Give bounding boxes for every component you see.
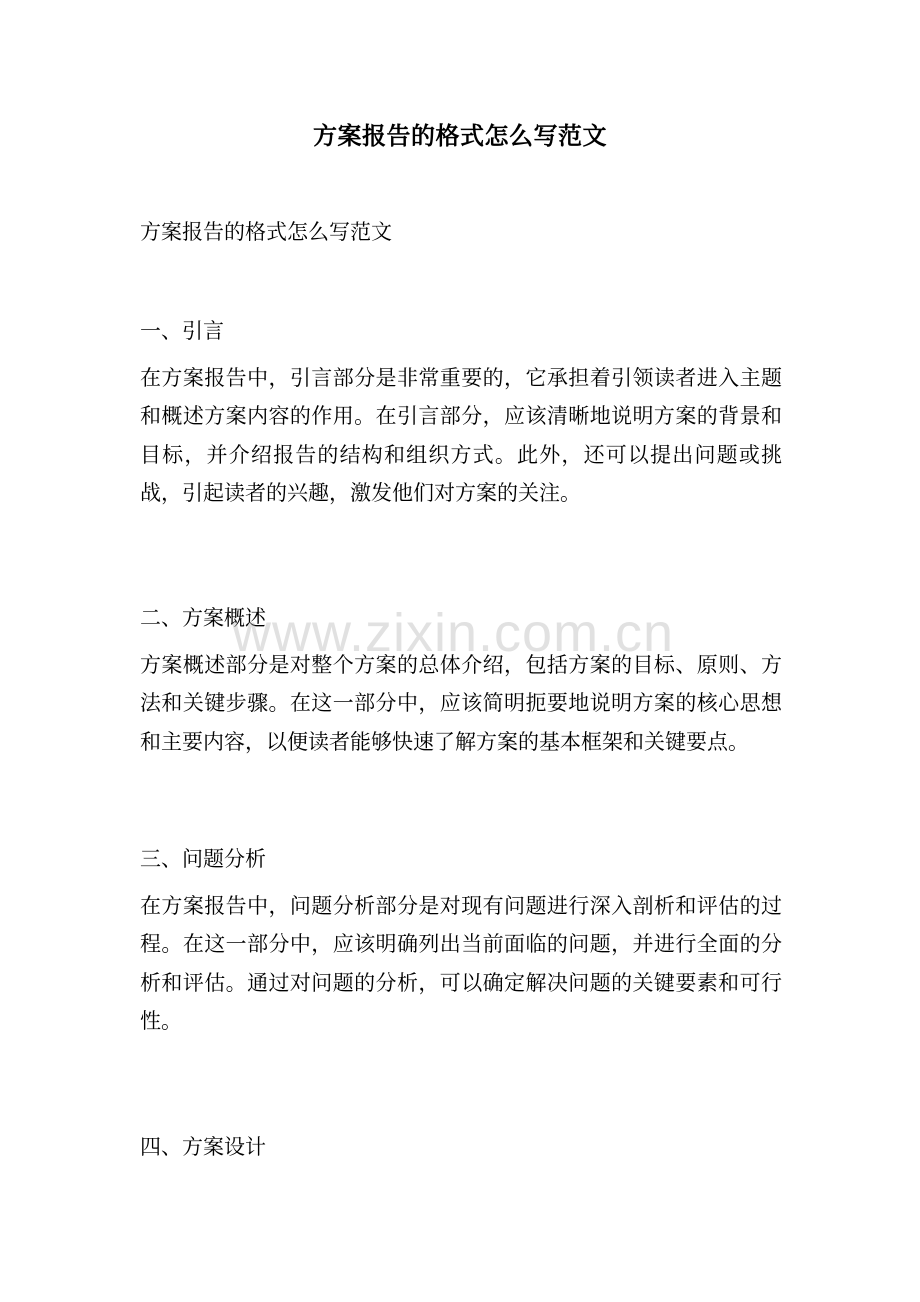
section-heading-introduction: 一、引言 — [140, 319, 224, 343]
section-body-problem-analysis: 在方案报告中，问题分析部分是对现有问题进行深入剖析和评估的过程。在这一部分中，应该明确列出当前面临的问题，并进行全面的分析和评估。通过对问题的分析，可以确定解决问题的关键要素和可行性。 — [140, 894, 782, 1034]
section-heading-solution-design: 四、方案设计 — [140, 1135, 266, 1159]
section-heading-overview: 二、方案概述 — [140, 606, 266, 630]
document-title: 方案报告的格式怎么写范文 — [313, 121, 607, 150]
section-body-introduction: 在方案报告中，引言部分是非常重要的，它承担着引领读者进入主题和概述方案内容的作用。在引言部分，应该清晰地说明方案的背景和目标，并介绍报告的结构和组织方式。此外，还可以提出问题或挑战，引起读者的兴趣，激发他们对方案的关注。 — [140, 366, 782, 506]
section-body-overview: 方案概述部分是对整个方案的总体介绍，包括方案的目标、原则、方法和关键步骤。在这一部分中，应该简明扼要地说明方案的核心思想和主要内容，以便读者能够快速了解方案的基本框架和关键要点。 — [140, 653, 782, 754]
section-heading-problem-analysis: 三、问题分析 — [140, 847, 266, 871]
watermark-text: www.zixin.com.cn — [232, 603, 675, 663]
document-subtitle: 方案报告的格式怎么写范文 — [140, 220, 392, 244]
